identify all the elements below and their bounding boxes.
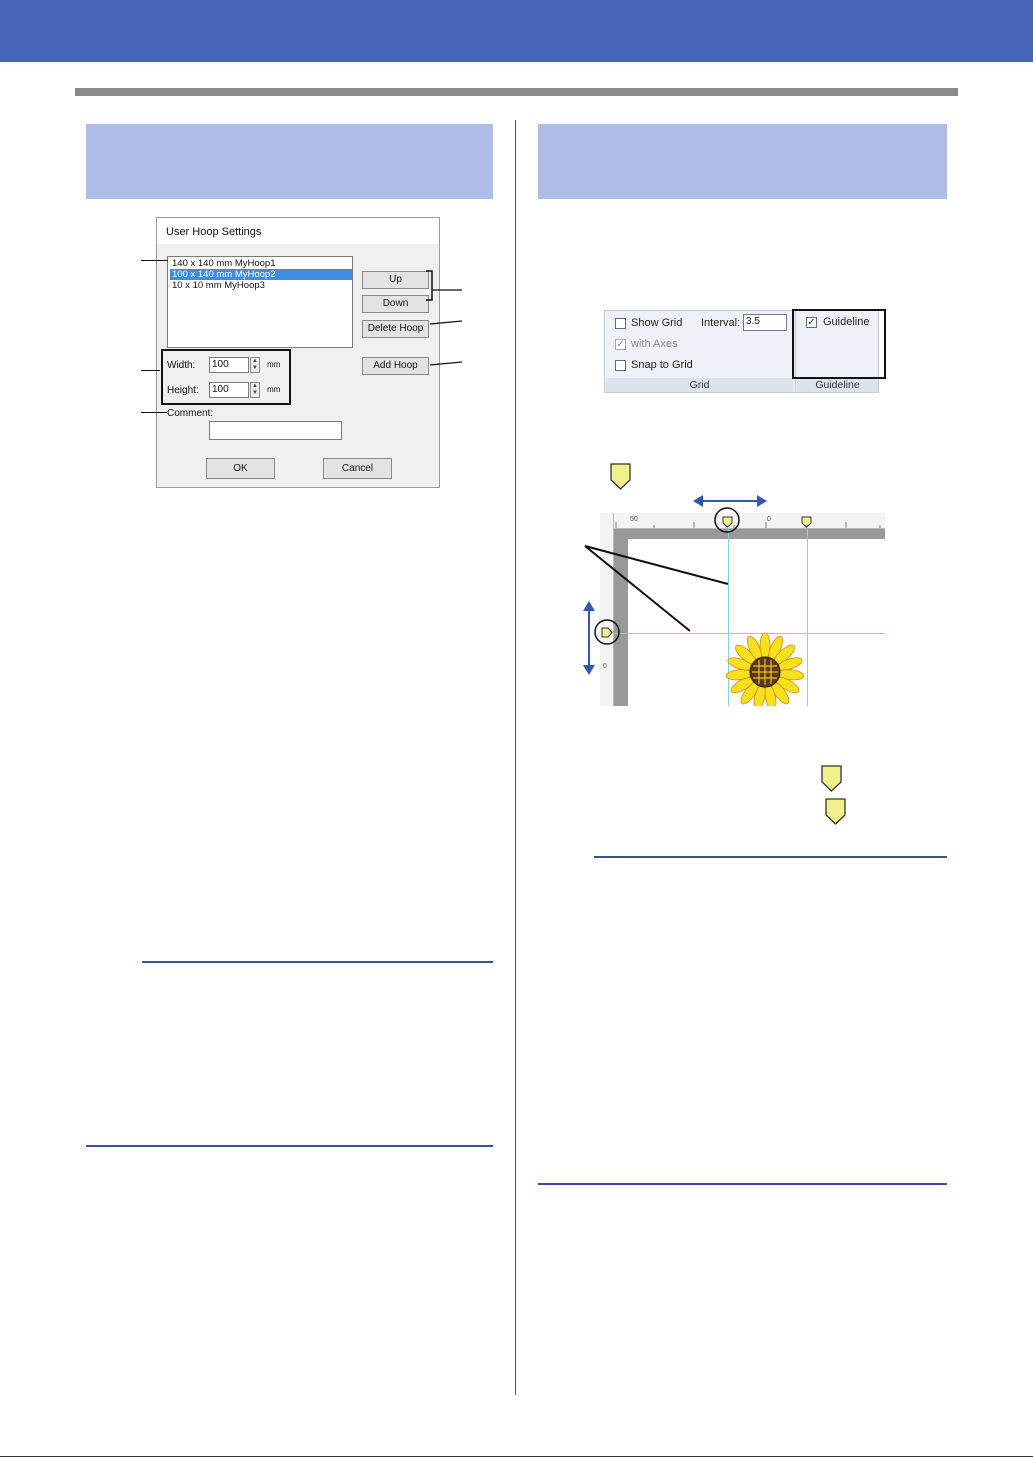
add-hoop-button[interactable]: Add Hoop: [362, 357, 429, 375]
ruler-label: 0: [603, 663, 607, 670]
height-field[interactable]: 100: [209, 382, 249, 398]
comment-label: Comment:: [167, 408, 214, 419]
left-note-rule-top: [142, 961, 493, 963]
height-unit: mm: [267, 385, 281, 394]
guideline-checkbox[interactable]: ✓: [807, 317, 816, 328]
hoop-list[interactable]: [167, 256, 353, 348]
width-label: Width:: [167, 360, 196, 371]
interval-label: Interval:: [701, 317, 741, 329]
guide-marker-icon[interactable]: [801, 516, 813, 528]
column-divider: [515, 120, 516, 1395]
hoop-list-item[interactable]: 140 x 140 mm MyHoop1: [172, 258, 276, 269]
guide-marker-icon: [821, 765, 843, 793]
header-bar: [0, 0, 1033, 62]
show-grid-label: Show Grid: [631, 317, 683, 329]
snap-to-grid-label: Snap to Grid: [631, 359, 693, 371]
with-axes-label: with Axes: [631, 338, 678, 350]
callout-line: [141, 370, 160, 371]
right-note-rule-bottom: [538, 1183, 947, 1185]
left-note-rule-bottom: [86, 1145, 493, 1147]
guideline-group-label: Guideline: [797, 378, 878, 392]
guide-marker-icon: [610, 463, 632, 491]
header-rule: [75, 88, 958, 96]
guide-marker-icon: [825, 798, 847, 826]
vertical-guideline[interactable]: [807, 529, 808, 706]
dialog-titlebar: [157, 218, 439, 244]
ruler-label: 0: [767, 516, 771, 523]
grid-group-label: Grid: [606, 378, 793, 392]
cancel-button[interactable]: Cancel: [323, 458, 392, 479]
guideline-highlight-frame: [792, 309, 886, 379]
height-spinner[interactable]: ▲ ▼: [250, 382, 260, 398]
annotation-overlay: [555, 505, 755, 665]
comment-field[interactable]: [209, 421, 342, 440]
left-section-band: [86, 124, 493, 199]
width-spinner[interactable]: ▲ ▼: [250, 357, 260, 373]
up-button[interactable]: Up: [362, 271, 429, 289]
width-field[interactable]: 100: [209, 357, 249, 373]
guideline-label: Guideline: [823, 316, 870, 328]
snap-to-grid-checkbox[interactable]: [615, 360, 626, 371]
callout-line: [141, 260, 168, 261]
show-grid-checkbox[interactable]: [615, 318, 626, 329]
ok-button[interactable]: OK: [206, 458, 275, 479]
interval-field[interactable]: 3.5: [743, 314, 787, 331]
hoop-list-item-selected[interactable]: 100 x 140 mm MyHoop2: [170, 269, 352, 280]
footer-rule: [0, 1456, 1033, 1457]
dialog-title: User Hoop Settings: [166, 226, 262, 238]
with-axes-checkbox[interactable]: ✓: [616, 339, 625, 350]
callout-lines-right: [426, 270, 466, 370]
callout-line: [141, 412, 167, 413]
user-hoop-settings-dialog: [156, 217, 440, 488]
hoop-list-item[interactable]: 10 x 10 mm MyHoop3: [172, 280, 265, 291]
height-label: Height:: [167, 385, 199, 396]
down-button[interactable]: Down: [362, 295, 429, 313]
right-section-band: [538, 124, 947, 199]
width-unit: mm: [267, 360, 281, 369]
ruler-label: 50: [630, 516, 638, 523]
delete-hoop-button[interactable]: Delete Hoop: [362, 320, 429, 338]
right-note-rule-top: [594, 856, 947, 858]
